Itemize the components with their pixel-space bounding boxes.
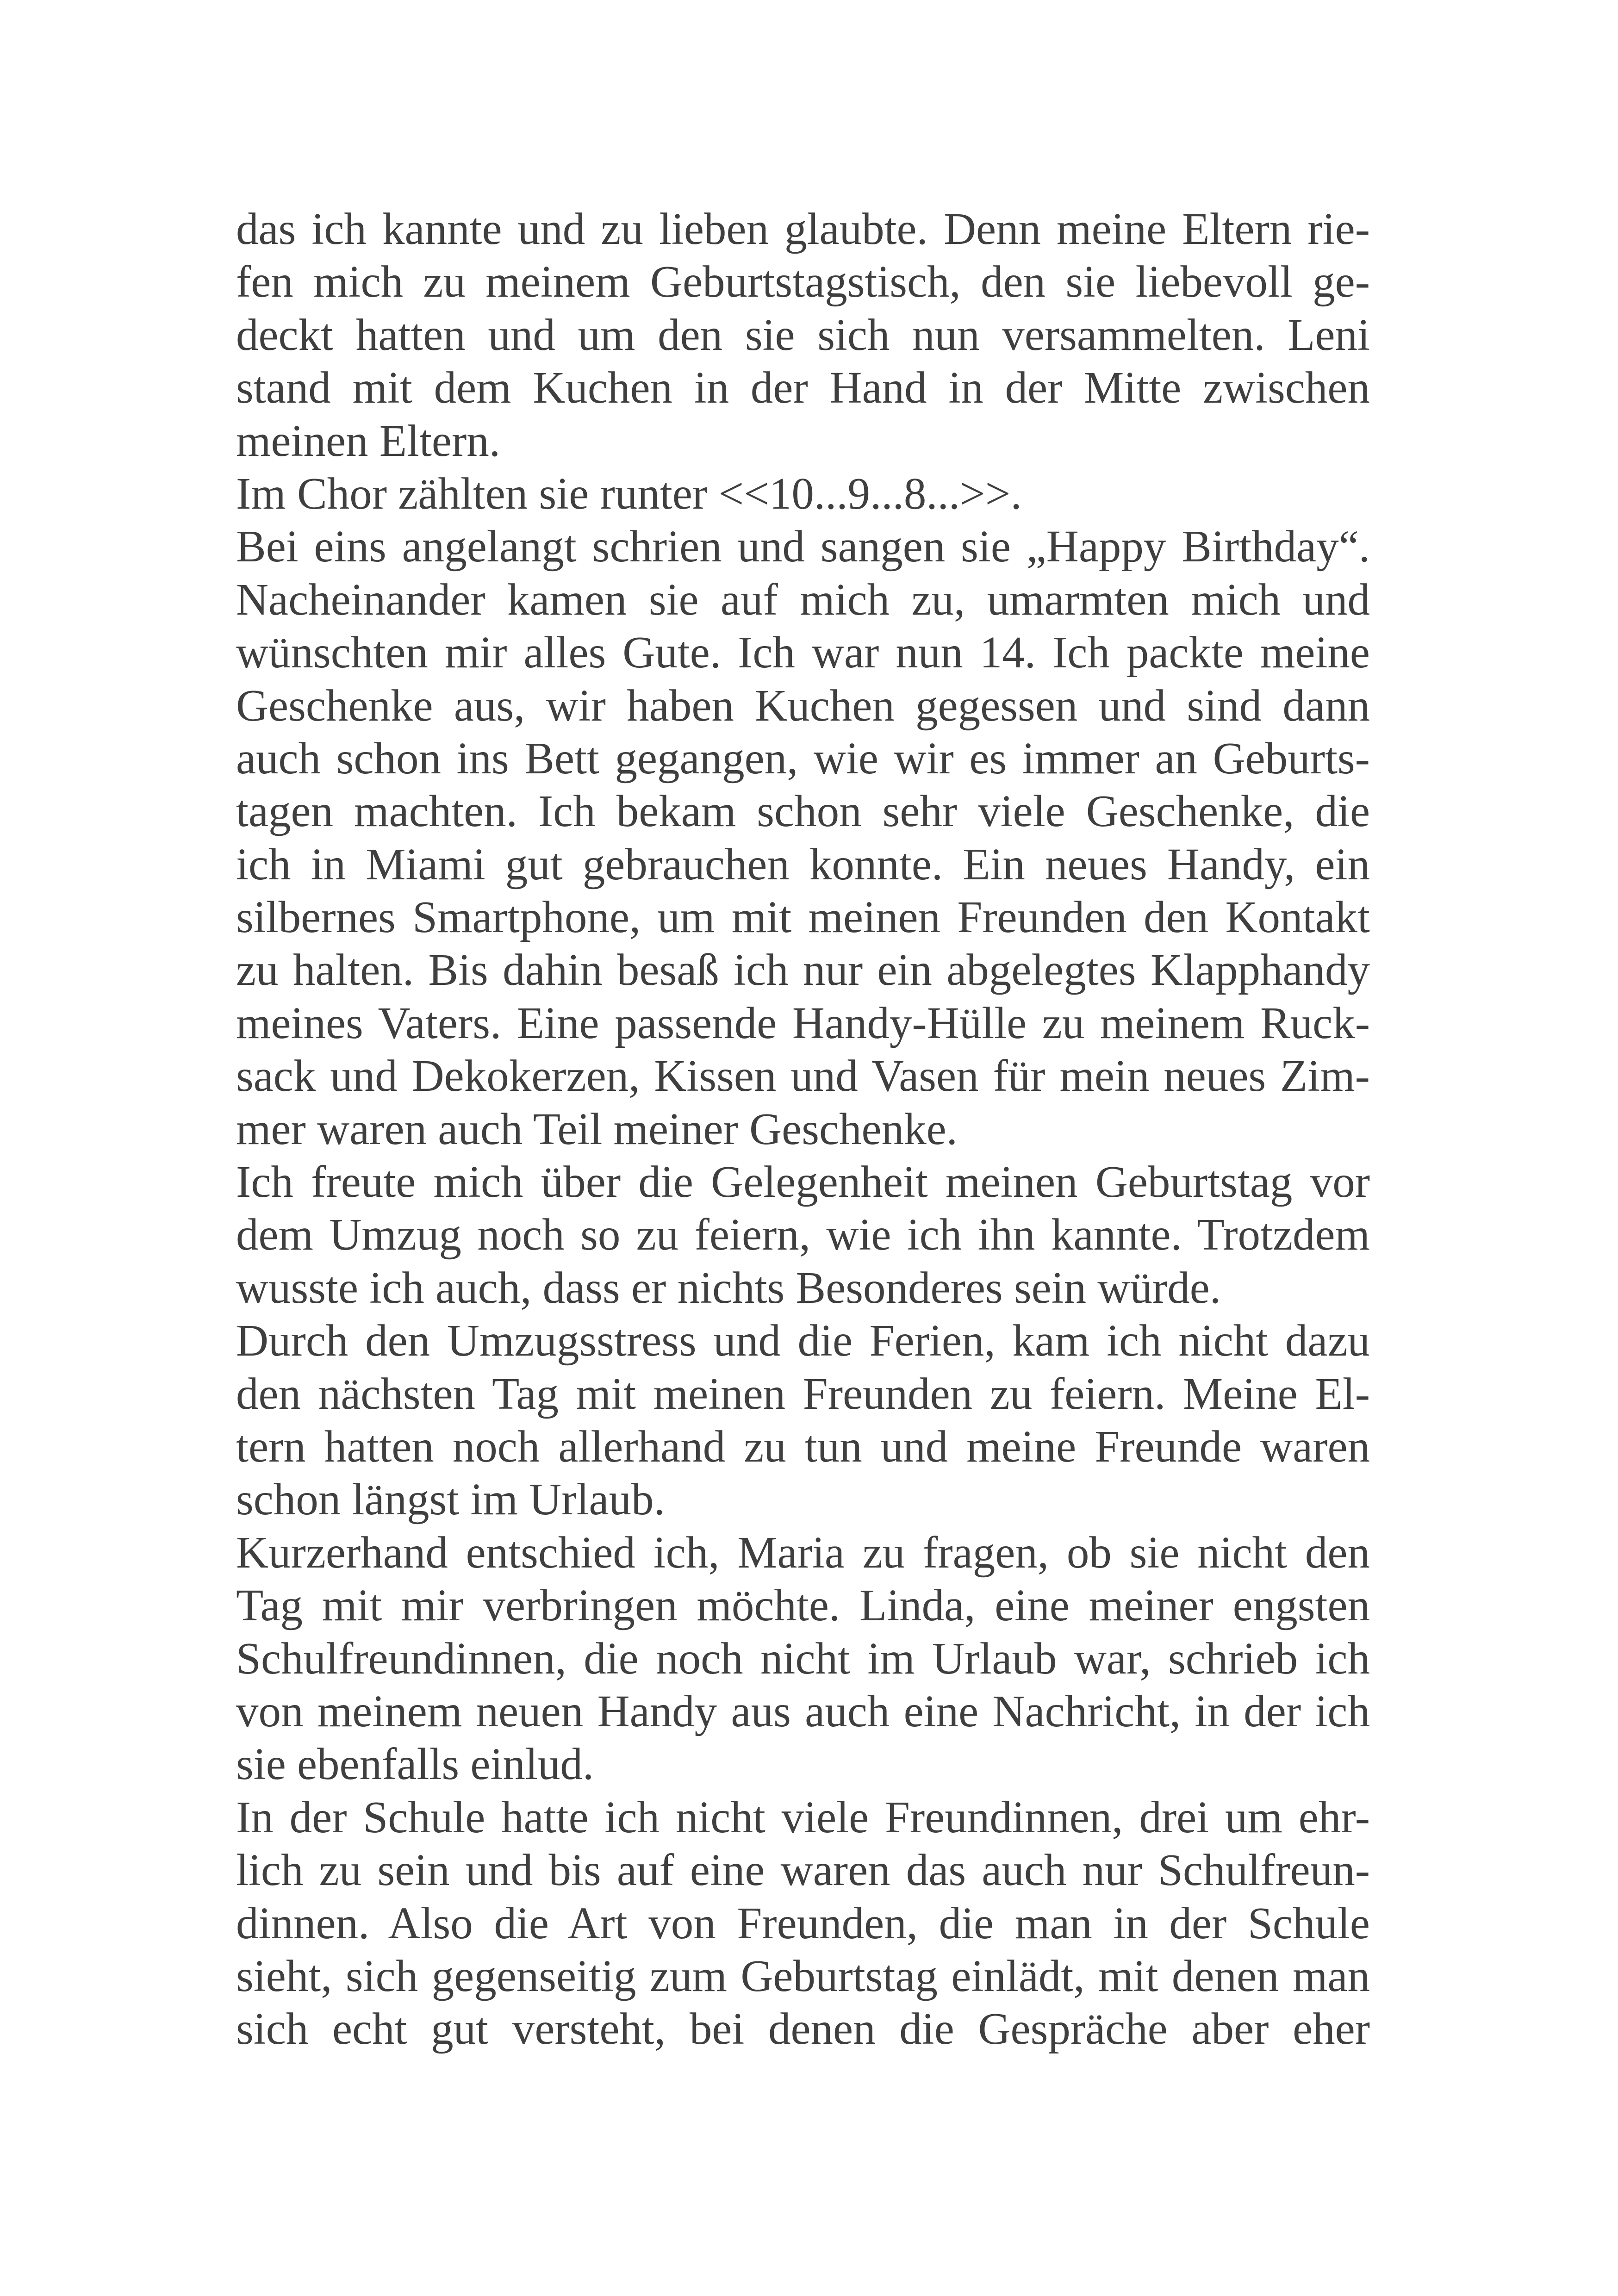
paragraph: [236, 467, 1370, 520]
text-line: sie ebenfalls einlud.: [236, 1739, 594, 1789]
text-line: tern hatten noch allerhand zu tun und meine Freunde waren: [236, 1421, 1370, 1471]
text-line: ich in Miami gut gebrauchen konnte. Ein neues Handy, ein: [236, 839, 1370, 889]
text-line: Schulfreundinnen, die noch nicht im Urlaub war, schrieb ich: [236, 1633, 1370, 1683]
text-line: sich echt gut versteht, bei denen die Gespräche aber eher: [236, 2004, 1370, 2054]
text-line: Bei eins angelangt schrien und sangen sie „Happy Birthday“.: [236, 522, 1370, 572]
text-line: zu halten. Bis dahin besaß ich nur ein abgelegtes Klapphandy: [236, 945, 1370, 995]
text-line: Kurzerhand entschied ich, Maria zu fragen, ob sie nicht den: [236, 1527, 1370, 1577]
text-line: Im Chor zählten sie runter <<10...9...8...>>.: [236, 468, 1022, 518]
text-line: das ich kannte und zu lieben glaubte. Denn meine Eltern rie-: [236, 204, 1370, 254]
text-line: meines Vaters. Eine passende Handy-Hülle zu meinem Ruck-: [236, 998, 1370, 1048]
paragraph: [236, 1156, 1370, 1314]
text-line: wünschten mir alles Gute. Ich war nun 14. Ich packte meine: [236, 628, 1370, 678]
text-line: den nächsten Tag mit meinen Freunden zu feiern. Meine El-: [236, 1369, 1370, 1419]
text-line: dinnen. Also die Art von Freunden, die man in der Schule: [236, 1898, 1370, 1948]
text-line: sack und Dekokerzen, Kissen und Vasen für mein neues Zim-: [236, 1051, 1370, 1101]
text-line: Geschenke aus, wir haben Kuchen gegessen und sind dann: [236, 680, 1370, 730]
text-line: von meinem neuen Handy aus auch eine Nachricht, in der ich: [236, 1686, 1370, 1736]
text-line: Tag mit mir verbringen möchte. Linda, eine meiner engsten: [236, 1580, 1370, 1630]
paragraph: [236, 520, 1370, 1156]
text-line: meinen Eltern.: [236, 416, 501, 466]
paragraph: [236, 1526, 1370, 1791]
paragraph: [236, 1314, 1370, 1526]
text-line: sieht, sich gegenseitig zum Geburtstag einlädt, mit denen man: [236, 1951, 1370, 2001]
text-line: stand mit dem Kuchen in der Hand in der Mitte zwischen: [236, 363, 1370, 413]
text-line: fen mich zu meinem Geburtstagstisch, den sie liebevoll ge-: [236, 257, 1370, 307]
text-line: Durch den Umzugsstress und die Ferien, kam ich nicht dazu: [236, 1316, 1370, 1366]
text-line: Ich freute mich über die Gelegenheit meinen Geburtstag vor: [236, 1157, 1370, 1207]
body-text: [236, 203, 1370, 2056]
text-line: tagen machten. Ich bekam schon sehr viele Geschenke, die: [236, 786, 1370, 836]
text-line: Nacheinander kamen sie auf mich zu, umarmten mich und: [236, 574, 1370, 624]
text-line: deckt hatten und um den sie sich nun versammelten. Leni: [236, 310, 1370, 360]
text-line: lich zu sein und bis auf eine waren das auch nur Schulfreun-: [236, 1845, 1370, 1895]
text-line: In der Schule hatte ich nicht viele Freundinnen, drei um ehr-: [236, 1792, 1370, 1842]
text-line: schon längst im Urlaub.: [236, 1475, 665, 1524]
paragraph: [236, 1791, 1370, 2056]
text-line: auch schon ins Bett gegangen, wie wir es immer an Geburts-: [236, 733, 1370, 783]
text-line: wusste ich auch, dass er nichts Besonderes sein würde.: [236, 1263, 1221, 1313]
text-line: silbernes Smartphone, um mit meinen Freunden den Kontakt: [236, 892, 1370, 942]
text-line: mer waren auch Teil meiner Geschenke.: [236, 1104, 958, 1154]
text-line: dem Umzug noch so zu feiern, wie ich ihn kannte. Trotzdem: [236, 1210, 1370, 1260]
paragraph: [236, 203, 1370, 467]
